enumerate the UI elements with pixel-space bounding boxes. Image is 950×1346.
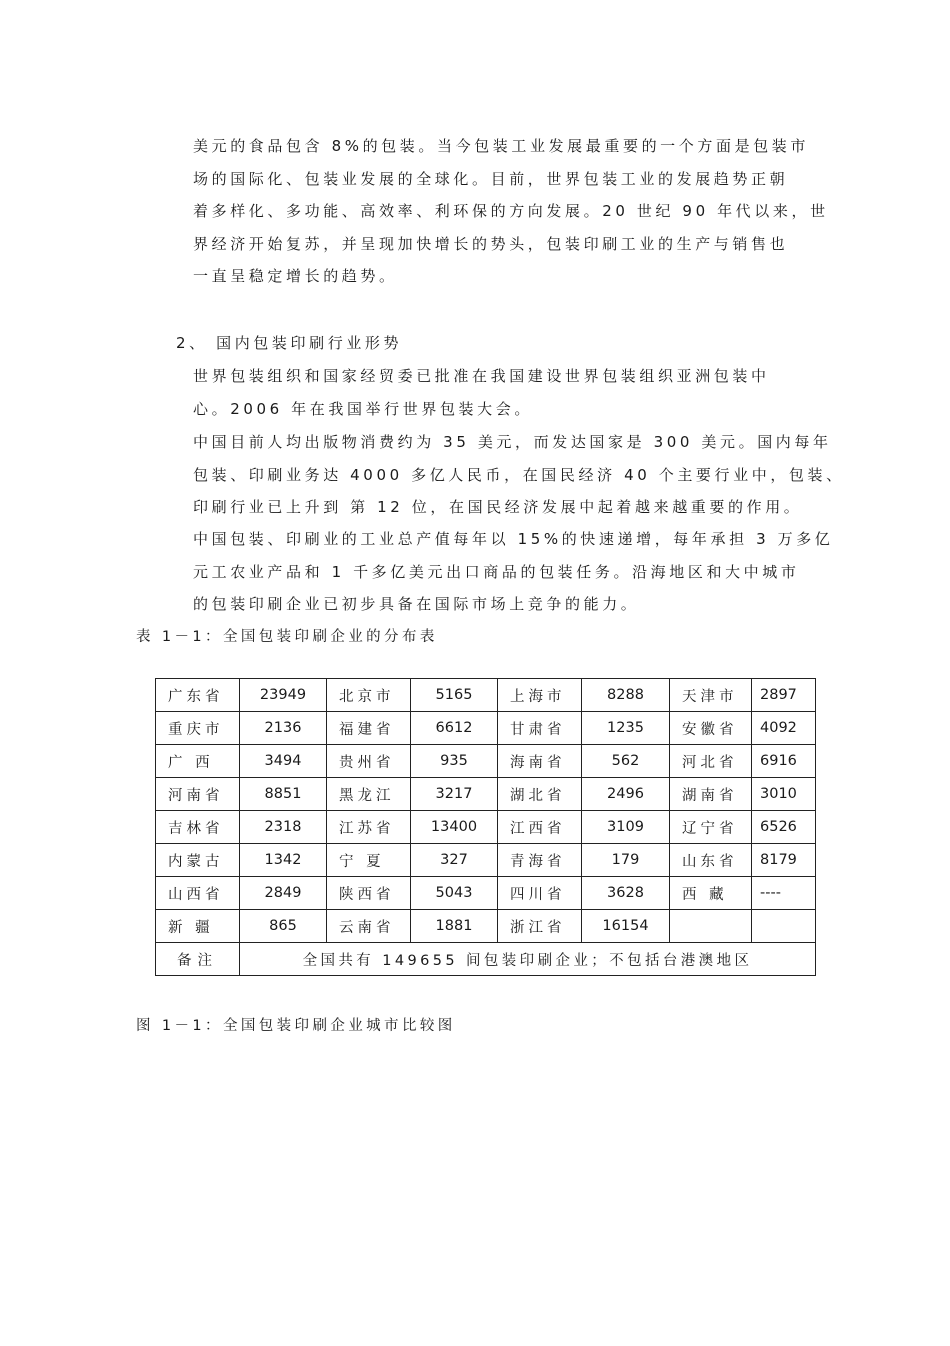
province-name-cell: 安徽省 [670,712,752,745]
paragraph-packaging-globalization [193,130,843,293]
text-line: 界经济开始复苏，并呈现加快增长的势头，包装印刷工业的生产与销售也 [193,234,789,253]
text-line: 着多样化、多功能、高效率、利环保的方向发展。20 世纪 90 年代以来，世 [193,202,829,220]
province-name-cell: 江西省 [498,811,582,844]
province-name-cell: 内蒙古 [156,844,240,877]
province-name-cell: 甘肃省 [498,712,582,745]
enterprise-count-cell: ---- [752,877,816,910]
enterprise-count-cell: 16154 [582,910,670,943]
paragraph-industry-output [193,523,843,621]
enterprise-count-cell: 2318 [240,811,327,844]
enterprise-distribution-table [155,678,816,976]
province-name-cell: 重庆市 [156,712,240,745]
table-row [156,877,816,910]
table-row [156,778,816,811]
province-name-cell: 湖南省 [670,778,752,811]
province-name-cell: 贵州省 [327,745,411,778]
province-name-cell: 海南省 [498,745,582,778]
enterprise-count-cell: 5165 [411,679,498,712]
province-name-cell: 福建省 [327,712,411,745]
enterprise-count-cell [752,910,816,943]
province-name-cell: 浙江省 [498,910,582,943]
province-name-cell: 陕西省 [327,877,411,910]
text-line: 场的国际化、包装业发展的全球化。目前，世界包装工业的发展趋势正朝 [193,169,789,188]
province-name-cell: 西 藏 [670,877,752,910]
enterprise-count-cell: 3494 [240,745,327,778]
enterprise-count-cell: 3010 [752,778,816,811]
paragraph-world-packaging-center [193,360,843,425]
province-name-cell: 上海市 [498,679,582,712]
province-name-cell: 湖北省 [498,778,582,811]
enterprise-count-cell: 935 [411,745,498,778]
paragraph-publication-consumption [193,426,843,524]
province-name-cell: 云南省 [327,910,411,943]
table-row [156,910,816,943]
enterprise-count-cell: 2136 [240,712,327,745]
table-caption: 表 1－1：全国包装印刷企业的分布表 [136,629,438,645]
enterprise-count-cell: 4092 [752,712,816,745]
enterprise-count-cell: 8179 [752,844,816,877]
province-name-cell [670,910,752,943]
province-name-cell: 河北省 [670,745,752,778]
text-line: 的包装印刷企业已初步具备在国际市场上竞争的能力。 [193,595,640,613]
province-name-cell: 广东省 [156,679,240,712]
province-name-cell: 新 疆 [156,910,240,943]
table-row [156,712,816,745]
text-line: 美元的食品包含 8%的包装。当今包装工业发展最重要的一个方面是包装市 [193,137,809,155]
province-name-cell: 天津市 [670,679,752,712]
province-name-cell: 北京市 [327,679,411,712]
text-line: 中国包装、印刷业的工业总产值每年以 15%的快速递增，每年承担 3 万多亿 [193,530,834,548]
province-name-cell: 吉林省 [156,811,240,844]
province-name-cell: 山东省 [670,844,752,877]
section-heading: 2、 国内包装印刷行业形势 [176,334,403,352]
enterprise-count-cell: 865 [240,910,327,943]
enterprise-count-cell: 6526 [752,811,816,844]
enterprise-count-cell: 2897 [752,679,816,712]
enterprise-count-cell: 8851 [240,778,327,811]
province-name-cell: 青海省 [498,844,582,877]
enterprise-count-cell: 562 [582,745,670,778]
province-name-cell: 宁 夏 [327,844,411,877]
table-row [156,679,816,712]
text-line: 印刷行业已上升到 第 12 位，在国民经济发展中起着越来越重要的作用。 [193,498,803,516]
text-line: 心。2006 年在我国举行世界包装大会。 [193,399,533,418]
text-line: 元工农业产品和 1 千多亿美元出口商品的包装任务。沿海地区和大中城市 [193,562,800,581]
enterprise-count-cell: 3217 [411,778,498,811]
enterprise-count-cell: 1235 [582,712,670,745]
enterprise-count-cell: 327 [411,844,498,877]
enterprise-count-cell: 2496 [582,778,670,811]
enterprise-count-cell: 8288 [582,679,670,712]
enterprise-count-cell: 6612 [411,712,498,745]
province-name-cell: 黑龙江 [327,778,411,811]
note-label: 备注 [156,943,240,976]
text-line: 一直呈稳定增长的趋势。 [193,267,398,285]
province-name-cell: 辽宁省 [670,811,752,844]
province-name-cell: 四川省 [498,877,582,910]
province-name-cell: 江苏省 [327,811,411,844]
enterprise-count-cell: 2849 [240,877,327,910]
enterprise-count-cell: 1881 [411,910,498,943]
enterprise-count-cell: 179 [582,844,670,877]
text-line: 世界包装组织和国家经贸委已批准在我国建设世界包装组织亚洲包装中 [193,367,770,385]
enterprise-count-cell: 1342 [240,844,327,877]
province-name-cell: 山西省 [156,877,240,910]
text-line: 包装、印刷业务达 4000 多亿人民币，在国民经济 40 个主要行业中，包装、 [193,465,845,484]
province-name-cell: 广 西 [156,745,240,778]
text-line: 中国目前人均出版物消费约为 35 美元，而发达国家是 300 美元。国内每年 [193,433,832,451]
table-row [156,811,816,844]
note-text: 全国共有 149655 间包装印刷企业；不包括台港澳地区 [240,943,816,976]
table-row [156,844,816,877]
figure-caption: 图 1－1：全国包装印刷企业城市比较图 [136,1018,456,1034]
enterprise-count-cell: 5043 [411,877,498,910]
enterprise-count-cell: 13400 [411,811,498,844]
province-name-cell: 河南省 [156,778,240,811]
table-row [156,745,816,778]
enterprise-count-cell: 3109 [582,811,670,844]
enterprise-count-cell: 23949 [240,679,327,712]
table-note-row [156,943,816,976]
enterprise-count-cell: 3628 [582,877,670,910]
enterprise-count-cell: 6916 [752,745,816,778]
